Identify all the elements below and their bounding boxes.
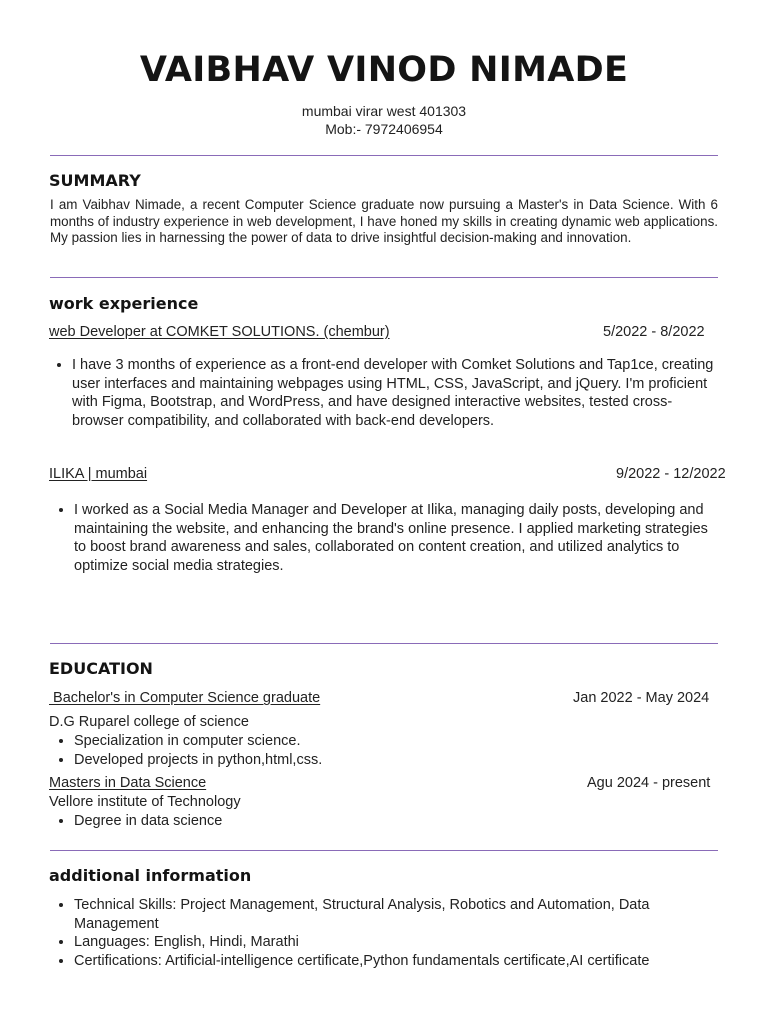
summary-heading: SUMMARY [49, 171, 141, 190]
list-item: • Certifications: Artificial-intelligence certificate,Python fundamentals certificate,AI certificate [74, 952, 714, 971]
degree-title: Masters in Data Science [49, 775, 207, 791]
school-name: Vellore institute of Technology [49, 794, 241, 810]
job-description-list [50, 501, 714, 575]
list-item: • I worked as a Social Media Manager and Developer at Ilika, managing daily posts, developing and maintaining the website, and enhancing the brand's online presence. I applied marketing strategies to boost brand awareness and sales, collaborated on content creation, and utilized analytics to optimize social media strategies. [74, 501, 714, 575]
candidate-name: VAIBHAV VINOD NIMADE [139, 50, 629, 90]
list-item: • Languages: English, Hindi, Marathi [74, 933, 714, 952]
summary-text: I am Vaibhav Nimade, a recent Computer Science graduate now pursuing a Master's in Data Science. With 6 months of industry experience in web development, I have honed my skills in creating dynamic web applications. My passion lies in harnessing the power of data to drive insightful decision-making and innovation. [50, 197, 718, 245]
section-divider [50, 277, 718, 278]
work-experience-heading: work experience [49, 294, 199, 313]
degree-details-list [50, 732, 714, 769]
list-item: • Technical Skills: Project Management, Structural Analysis, Robotics and Automation, Data Management [74, 896, 714, 933]
degree-details-list [50, 812, 714, 831]
section-divider [50, 643, 718, 644]
job-description-list [48, 356, 720, 430]
degree-title: Bachelor's in Computer Science graduate [49, 690, 321, 706]
school-name: D.G Ruparel college of science [49, 714, 249, 730]
job-title: ILIKA | mumbai [49, 466, 148, 482]
section-divider [50, 155, 718, 156]
list-item: • I have 3 months of experience as a front-end developer with Comket Solutions and Tap1ce, creating user interfaces and maintaining webpages using HTML, CSS, JavaScript, and jQuery. I'm proficient with Figma, Bootstrap, and WordPress, and have designed interactive websites, tested cross-browser compatibility, and collaborated with back-end developers. [72, 356, 720, 430]
degree-dates: Jan 2022 - May 2024 [573, 690, 710, 706]
job-dates: 9/2022 - 12/2022 [616, 466, 726, 482]
list-item: • Degree in data science [74, 812, 714, 831]
job-dates: 5/2022 - 8/2022 [603, 324, 705, 340]
contact-address: mumbai virar west 401303 [301, 103, 467, 119]
additional-information-list [50, 896, 714, 970]
contact-phone: Mob:- 7972406954 [325, 121, 443, 137]
section-divider [50, 850, 718, 851]
list-item: • Specialization in computer science. [74, 732, 714, 751]
list-item: • Developed projects in python,html,css. [74, 751, 714, 770]
additional-information-heading: additional information [49, 866, 252, 885]
education-heading: EDUCATION [49, 659, 153, 678]
degree-dates: Agu 2024 - present [587, 775, 711, 791]
job-title: web Developer at COMKET SOLUTIONS. (chembur) [49, 324, 390, 340]
